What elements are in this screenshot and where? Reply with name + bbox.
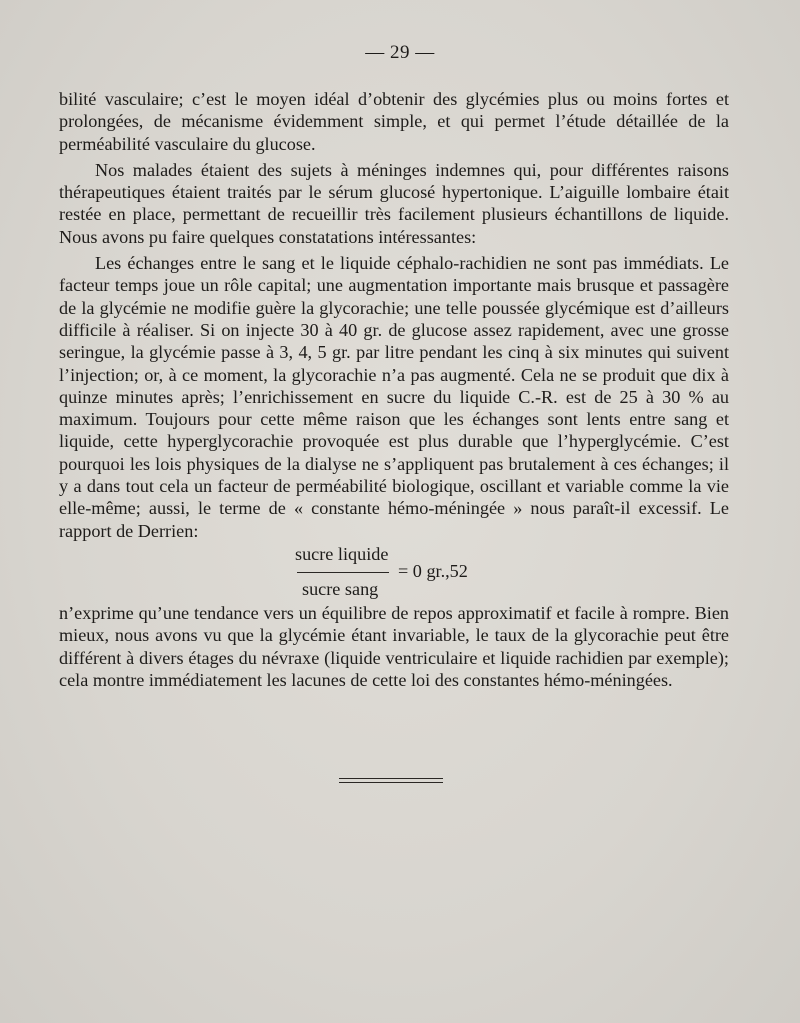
paragraph-conclusion: n’exprime qu’une tendance vers un équilibre de repos approximatif et facile à rompre. Bien mieux, nous avons vu que la glycémie étant invariable, le taux de la glycorachie peut être différent à divers étages du névraxe (liquide ventriculaire et liquide rachidien par exemple); cela montre immédiatement les lacunes de cette loi des constantes hémo-méningées. xyxy=(59,602,729,690)
section-end-rule xyxy=(339,778,443,783)
paragraph-exchanges: Les échanges entre le sang et le liquide céphalo-rachidien ne sont pas immédiats. Le facteur temps joue un rôle capital; une augmentation importante mais brusque et passagère de la glycémie ne modifie guère la glycorachie; une telle poussée glycémique est d’ailleurs difficile à réaliser. Si on injecte 30 à 40 gr. de glucose assez rapidement, avec une grosse seringue, la glycémie passe à 3, 4, 5 gr. par litre pendant les cinq à six minutes qui suivent l’injection; or, à ce moment, la glycorachie n’a pas augmenté. Cela ne se produit que dix à quinze minutes après; l’enrichissement en sucre du liquide C.-R. est de 25 à 30 % au maximum. Toujours pour cette même raison que les échanges sont lents entre sang et liquide, cette hyperglycorachie provoquée est plus durable que l’hyperglycémie. C’est pourquoi les lois physiques de la dialyse ne s’appliquent pas brutalement à ces échanges; il y a dans tout cela un facteur de perméabilité biologique, oscillant et variable comme la vie elle-même; aussi, le terme de « constante hémo-méningée » nous paraît-il excessif. Le rapport de Derrien: xyxy=(59,253,729,541)
formula-result: = 0 gr.,52 xyxy=(398,560,468,581)
page-number: — 29 — xyxy=(365,42,435,63)
derrien-ratio-formula xyxy=(59,543,729,600)
body-text xyxy=(59,88,729,691)
fraction-bar xyxy=(297,572,389,573)
paragraph-patients: Nos malades étaient des sujets à méninges indemnes qui, pour différentes raisons thérapeutiques étaient traités par le sérum glucosé hypertonique. L’aiguille lombaire était restée en place, permettant de recueillir très facilement plusieurs échantillons de liquide. Nous avons pu faire quelques constatations intéressantes: xyxy=(59,159,729,247)
formula-denominator: sucre sang xyxy=(302,578,379,599)
formula-numerator: sucre liquide xyxy=(295,543,389,564)
paragraph-continuation: bilité vasculaire; c’est le moyen idéal d’obtenir des glycémies plus ou moins fortes et prolongées, de mécanisme évidemment simple, et qui permet l’étude détaillée de la perméabilité vasculaire du glucose. xyxy=(59,89,729,154)
